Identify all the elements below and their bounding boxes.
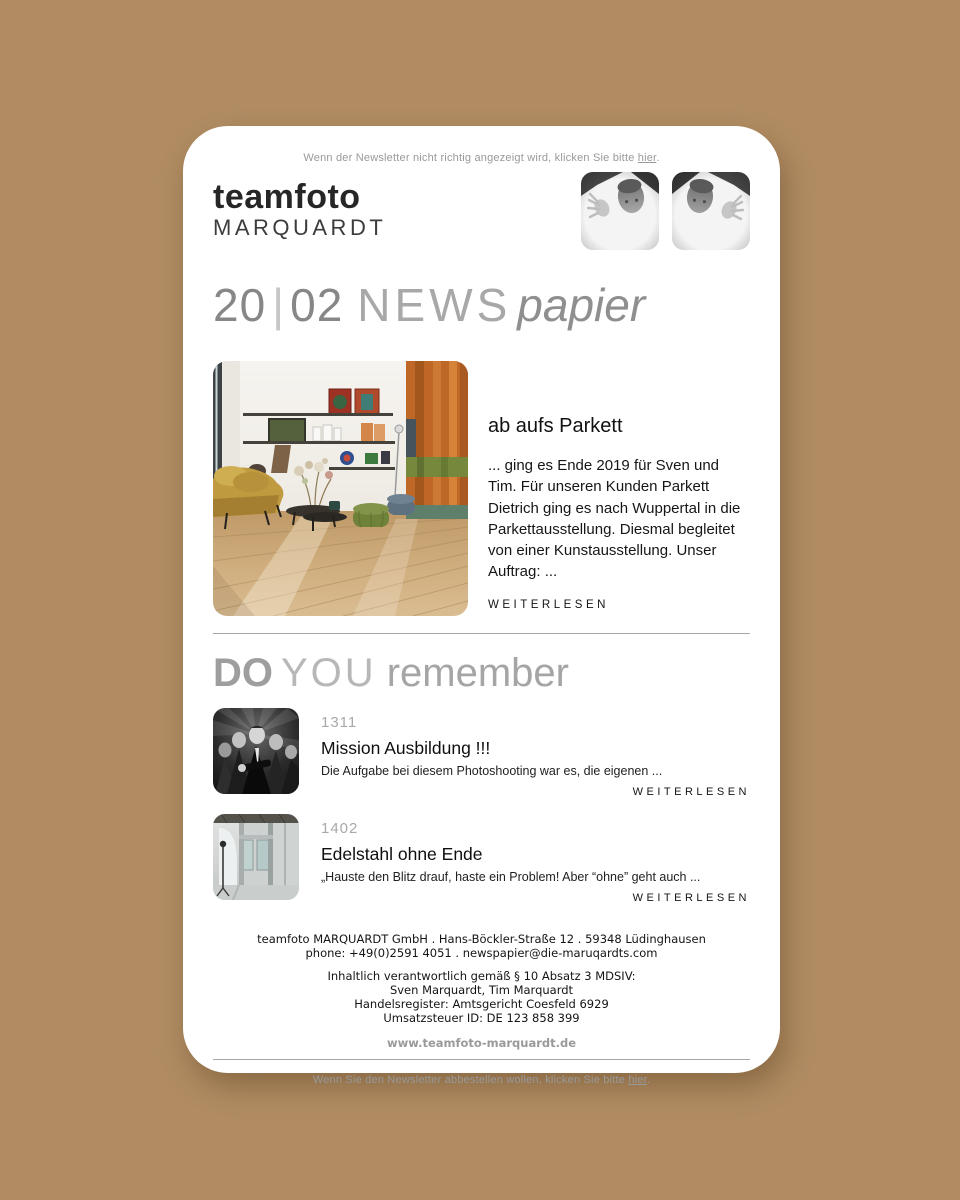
archive-item-1311-read-more-link[interactable]: WEITERLESEN bbox=[632, 785, 750, 798]
unsubscribe-link[interactable]: hier bbox=[628, 1074, 647, 1087]
archive-item-teaser: „Hauste den Blitz drauf, haste ein Problem! Aber “ohne” geht auch ... bbox=[321, 869, 701, 884]
header-photos bbox=[581, 172, 750, 250]
masthead-year: 20 bbox=[213, 279, 267, 331]
logo-subtitle: MARQUARDT bbox=[213, 215, 387, 240]
masthead-separator: | bbox=[272, 279, 285, 331]
footer-address-line-1: teamfoto MARQUARDT GmbH . Hans-Böckler-Straße 12 . 59348 Lüdinghausen bbox=[257, 931, 706, 946]
archive-item-title: Edelstahl ohne Ende bbox=[321, 843, 483, 864]
archive-item-1402-thumbnail[interactable] bbox=[213, 814, 299, 900]
footer-legal-line-2: Sven Marquardt, Tim Marquardt bbox=[389, 982, 574, 997]
view-notice-suffix: . bbox=[656, 152, 660, 164]
masthead-news: NEWS bbox=[357, 279, 512, 331]
footer-legal-line-1: Inhaltlich verantwortlich gemäß § 10 Absatz 3 MDSIV: bbox=[327, 968, 636, 983]
steel-studio-photo-svg bbox=[213, 814, 299, 900]
remember-heading-remember: remember bbox=[386, 650, 569, 695]
archive-item-title: Mission Ausbildung !!! bbox=[321, 737, 491, 758]
feature-text bbox=[488, 361, 750, 616]
view-in-browser-link[interactable]: hier bbox=[637, 152, 657, 164]
remember-heading-you: YOU bbox=[281, 650, 377, 695]
archive-item-number: 1402 bbox=[321, 819, 359, 837]
archive-item-1311 bbox=[213, 708, 750, 800]
archive-item-teaser: Die Aufgabe bei diesem Photoshooting war es, die eigenen ... bbox=[321, 763, 663, 778]
masthead-papier: papier bbox=[517, 279, 646, 331]
feature-title: ab aufs Parkett bbox=[488, 414, 623, 437]
remember-heading-do: DO bbox=[213, 650, 273, 695]
upside-down-portrait-svg-1 bbox=[581, 172, 659, 250]
archive-item-1311-text bbox=[321, 708, 750, 800]
footer-legal-line-4: Umsatzsteuer ID: DE 123 858 399 bbox=[383, 1010, 580, 1025]
newsletter-card bbox=[183, 126, 780, 1087]
archive-item-1402 bbox=[213, 814, 750, 906]
remember-heading bbox=[213, 652, 750, 694]
newsletter-masthead bbox=[213, 279, 750, 331]
interior-showroom-svg bbox=[213, 361, 468, 616]
archive-item-number: 1311 bbox=[321, 713, 358, 731]
view-in-browser-notice bbox=[213, 126, 750, 164]
upside-down-portrait-svg-2 bbox=[672, 172, 750, 250]
footer bbox=[213, 932, 750, 1050]
feature-article bbox=[213, 361, 750, 616]
footer-legal-line-3: Handelsregister: Amtsgericht Coesfeld 6929 bbox=[354, 996, 609, 1011]
feature-read-more-link[interactable]: WEITERLESEN bbox=[488, 598, 609, 611]
logo bbox=[213, 172, 386, 239]
archive-item-1402-text bbox=[321, 814, 750, 906]
noir-group-photo-svg bbox=[213, 708, 299, 794]
logo-wordmark: teamfoto bbox=[213, 178, 361, 216]
parquet-floor bbox=[213, 511, 468, 616]
section-divider-top bbox=[213, 633, 750, 634]
view-notice-text: Wenn der Newsletter nicht richtig angezeigt wird, klicken Sie bitte bbox=[303, 152, 638, 164]
header-photo-1 bbox=[581, 172, 659, 250]
archive-item-1311-thumbnail[interactable] bbox=[213, 708, 299, 794]
header-photo-2 bbox=[672, 172, 750, 250]
unsubscribe-suffix: . bbox=[646, 1074, 651, 1087]
feature-teaser: ... ging es Ende 2019 für Sven und Tim. Für unseren Kunden Parkett Dietrich ging es nach Wuppertal in die Parkettausstellung. Diesmal begleitet von einer Kunstausstellung. Unser Auftrag: ... bbox=[488, 456, 741, 581]
footer-address-line-2: phone: +49(0)2591 4051 . newspapier@die-maruqardts.com bbox=[305, 945, 658, 960]
header bbox=[213, 172, 750, 250]
footer-website-link[interactable]: www.teamfoto-marquardt.de bbox=[386, 1036, 576, 1050]
unsubscribe-text: Wenn Sie den Newsletter abbestellen wollen, klicken Sie bitte bbox=[312, 1074, 629, 1087]
feature-image[interactable] bbox=[213, 361, 468, 616]
archive-item-1402-read-more-link[interactable]: WEITERLESEN bbox=[632, 891, 750, 904]
orange-curtain bbox=[406, 361, 468, 519]
masthead-issue: 02 bbox=[290, 279, 344, 331]
unsubscribe-notice bbox=[213, 1060, 750, 1086]
